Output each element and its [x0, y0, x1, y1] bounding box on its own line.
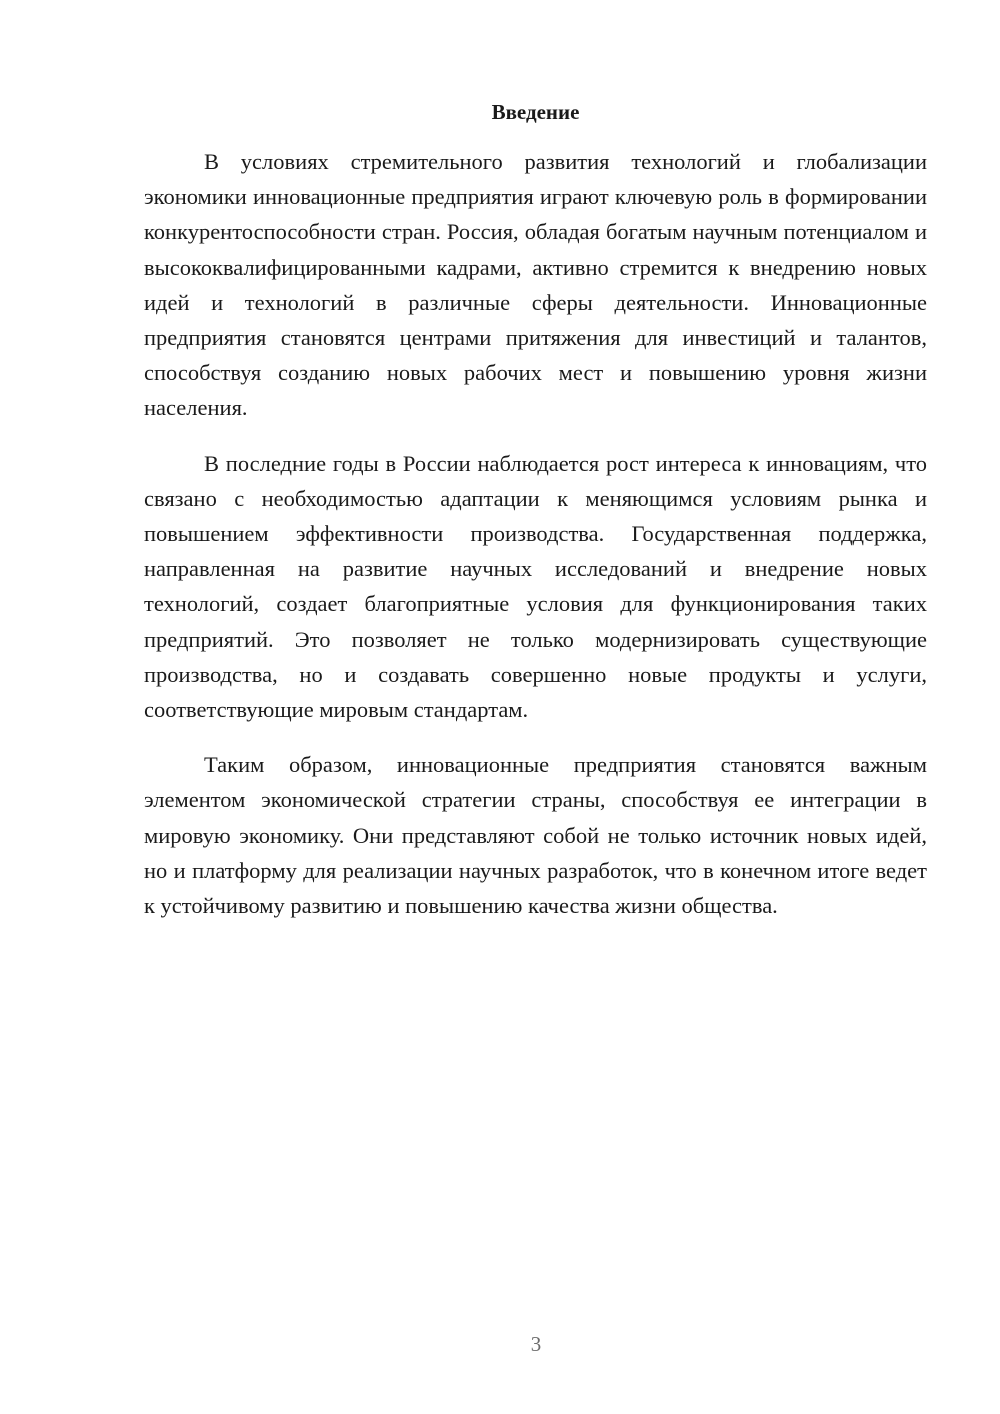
paragraph-3: Таким образом, инновационные предприятия становятся важным элементом экономической стратегии страны, способствуя ее интеграции в мировую экономику. Они представляют собой не только источник новых идей, но и платформу для реализации научных разработок, что в конечном итоге ведет к устойчивому развитию и повышению качества жизни общества. — [144, 752, 927, 919]
paragraph-2: В последние годы в России наблюдается рост интереса к инновациям, что связано с необходимостью адаптации к меняющимся условиям рынка и повышением эффективности производства. Государственная поддержка, направленная на развитие научных исследований и внедрение новых технологий, создает благоприятные условия для функционирования таких предприятий. Это позволяет не только модернизировать существующие производства, но и создавать совершенно новые продукты и услуги, соответствующие мировым стандартам. — [144, 450, 927, 723]
section-title: Введение — [491, 100, 580, 124]
page-number: 3 — [530, 1332, 542, 1356]
page-content — [144, 96, 927, 943]
paragraph-1: В условиях стремительного развития технологий и глобализации экономики инновационные предприятия играют ключевую роль в формировании конкурентоспособности стран. Россия, обладая богатым научным потенциалом и высококвалифицированными кадрами, активно стремится к внедрению новых идей и технологий в различные сферы деятельности. Инновационные предприятия становятся центрами притяжения для инвестиций и талантов, способствуя созданию новых рабочих мест и повышению уровня жизни населения. — [144, 149, 927, 421]
